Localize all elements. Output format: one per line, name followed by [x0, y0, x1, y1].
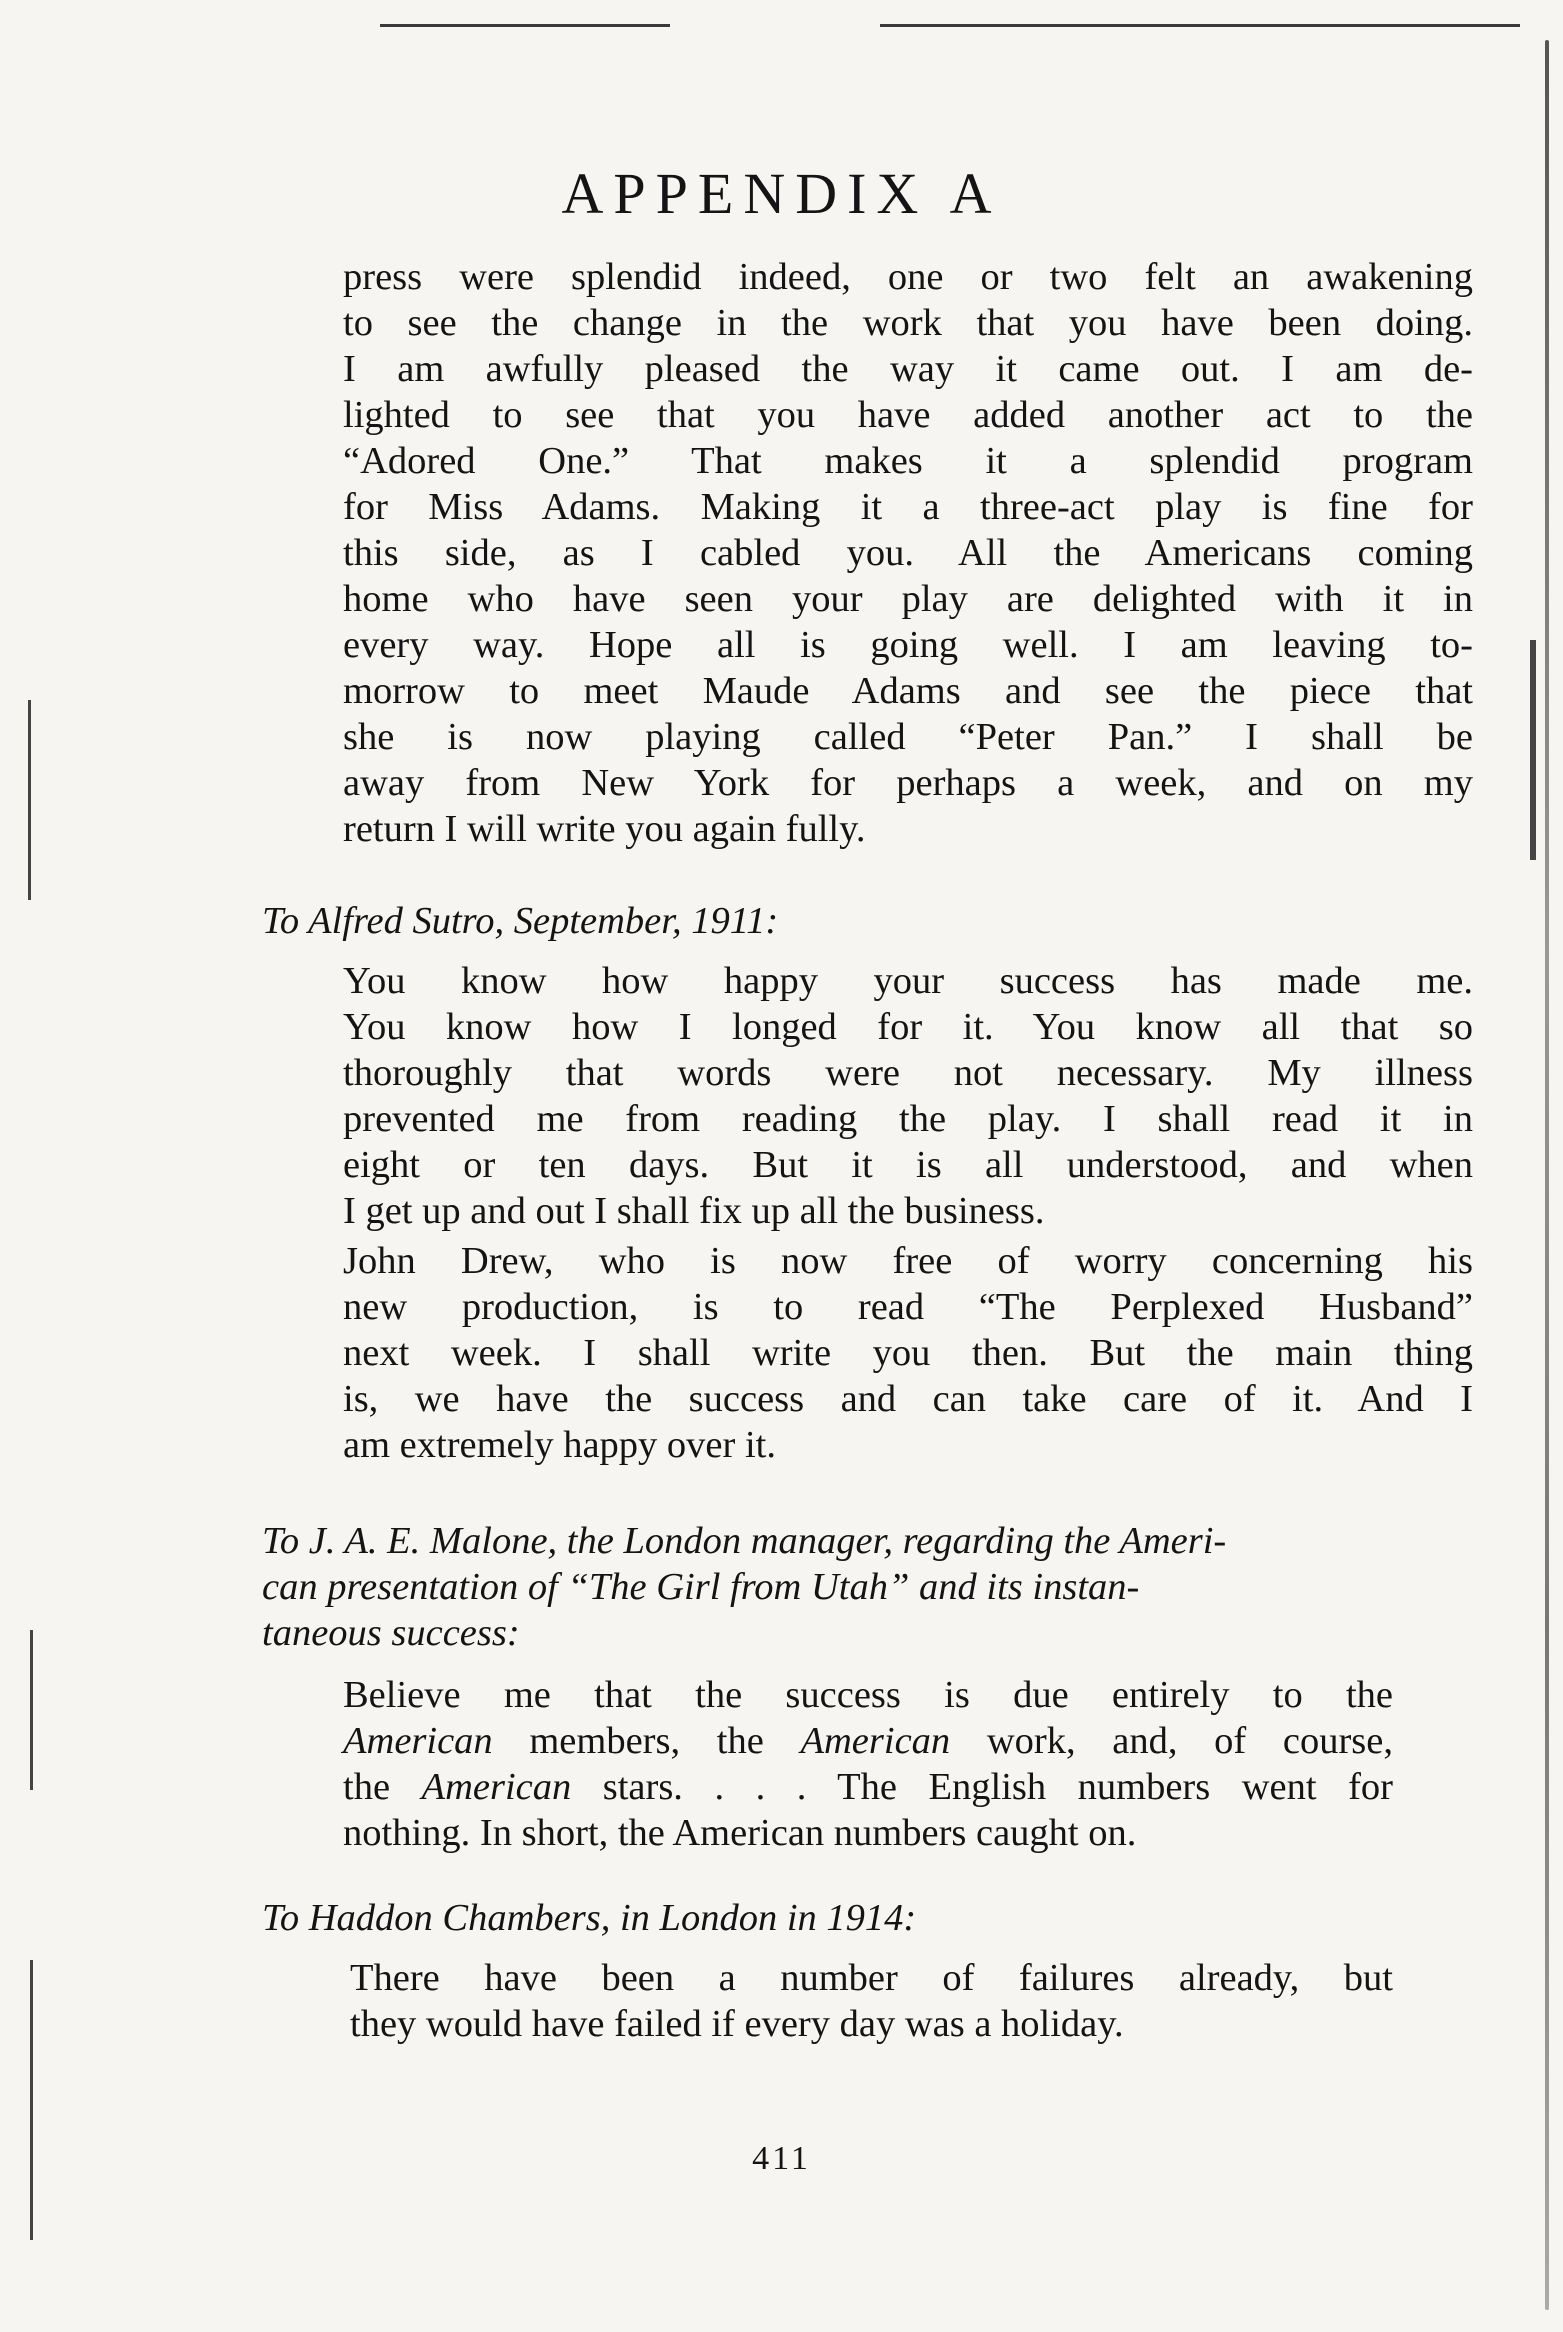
letter-continuation: [343, 254, 1473, 852]
text-line: she is now playing called “Peter Pan.” I shall be: [343, 716, 1473, 758]
text-line: press were splendid indeed, one or two felt an awakening: [343, 256, 1473, 298]
text-line: “Adored One.” That makes it a splendid program: [343, 440, 1473, 482]
text-line: this side, as I cabled you. All the Americans coming: [343, 532, 1473, 574]
text-line: for Miss Adams. Making it a three-act play is fine for: [343, 486, 1473, 528]
text-line: To Alfred Sutro, September, 1911:: [262, 900, 779, 942]
text-line: To J. A. E. Malone, the London manager, regarding the Ameri-: [262, 1520, 1227, 1562]
text-line: I am awfully pleased the way it came out. I am de-: [343, 348, 1473, 390]
section-heading-chambers: [262, 1895, 916, 1941]
text-line: There have been a number of failures already, but: [350, 1957, 1393, 1999]
text-line: lighted to see that you have added another act to the: [343, 394, 1473, 436]
letter-malone: [343, 1672, 1393, 1856]
page-title: APPENDIX A: [561, 161, 1002, 226]
text-line: can presentation of “The Girl from Utah” and its instan-: [262, 1566, 1140, 1608]
text-line: the American stars. . . . The English numbers went for: [343, 1766, 1393, 1808]
text-line: is, we have the success and can take care of it. And I: [343, 1378, 1473, 1420]
section-heading-sutro: [262, 898, 778, 944]
text-line: You know how happy your success has made me.: [343, 960, 1473, 1002]
text-line: You know how I longed for it. You know all that so: [343, 1006, 1473, 1048]
binding-mark: [1530, 640, 1536, 860]
binding-mark: [30, 1960, 33, 2240]
text-line: to see the change in the work that you have been doing.: [343, 302, 1473, 344]
text-line: new production, is to read “The Perplexed Husband”: [343, 1286, 1473, 1328]
text-line: John Drew, who is now free of worry concerning his: [343, 1240, 1473, 1282]
text-line: return I will write you again fully.: [343, 808, 866, 850]
letter-chambers: [350, 1955, 1393, 2047]
text-line: they would have failed if every day was a holiday.: [350, 2003, 1124, 2045]
text-line: I get up and out I shall fix up all the business.: [343, 1190, 1045, 1232]
text-line: eight or ten days. But it is all understood, and when: [343, 1144, 1473, 1186]
page-edge-right: [1545, 40, 1549, 2310]
binding-mark: [28, 700, 31, 900]
text-line: every way. Hope all is going well. I am leaving to-: [343, 624, 1473, 666]
text-line: home who have seen your play are delighted with it in: [343, 578, 1473, 620]
text-line: prevented me from reading the play. I shall read it in: [343, 1098, 1473, 1140]
text-line: taneous success:: [262, 1612, 520, 1654]
binding-mark: [30, 1630, 33, 1790]
text-line: morrow to meet Maude Adams and see the piece that: [343, 670, 1473, 712]
text-line: am extremely happy over it.: [343, 1424, 776, 1466]
text-line: thoroughly that words were not necessary. My illness: [343, 1052, 1473, 1094]
letter-sutro-paragraph-2: [343, 1238, 1473, 1468]
letter-sutro-paragraph-1: [343, 958, 1473, 1234]
text-line: Believe me that the success is due entirely to the: [343, 1674, 1393, 1716]
section-heading-malone: [262, 1518, 1392, 1656]
text-line: American members, the American work, and, of course,: [343, 1720, 1393, 1762]
page-number: 411: [752, 2140, 811, 2177]
top-rule-left: [380, 24, 670, 27]
text-line: To Haddon Chambers, in London in 1914:: [262, 1897, 917, 1939]
top-rule-right: [880, 24, 1520, 27]
text-line: nothing. In short, the American numbers caught on.: [343, 1812, 1137, 1854]
text-line: away from New York for perhaps a week, and on my: [343, 762, 1473, 804]
text-line: next week. I shall write you then. But the main thing: [343, 1332, 1473, 1374]
